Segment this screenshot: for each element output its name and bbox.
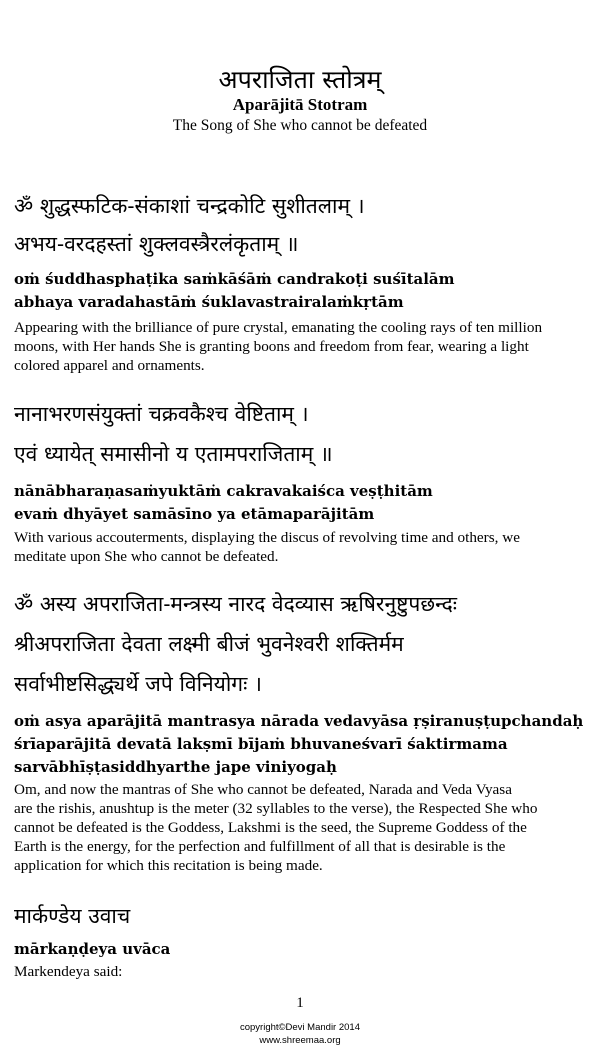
verse-3-translation-line-4: Earth is the energy, for the perfection and fulfillment of all that is desirable is the [14,838,506,855]
verse-3-devanagari-line-3: सर्वाभीष्टसिद्ध्यर्थे जपे विनियोगः । [14,672,263,696]
verse-1-translation-line-1: Appearing with the brilliance of pure crystal, emanating the cooling rays of ten million [14,319,543,336]
verse-4-transliteration-line-1: mārkaṇḍeya uvāca [14,940,171,958]
verse-1-transliteration-line-2: abhaya varadahastāṁ śuklavastrairalaṁkṛtām [14,293,404,311]
verse-3-translation-line-5: application for which this recitation is being made. [14,857,323,874]
verse-1-translation-line-3: colored apparel and ornaments. [14,357,205,374]
title-devanagari: अपराजिता स्तोत्रम् [218,65,382,94]
subtitle: The Song of She who cannot be defeated [172,117,428,134]
verse-2-translation-line-1: With various accouterments, displaying the discus of revolving time and others, we [14,529,520,546]
verse-3-transliteration-line-1: oṁ asya aparājitā mantrasya nārada vedavyāsa ṛṣiranuṣṭupchandaḥ [14,712,584,730]
verse-1-translation-line-2: moons, with Her hands She is granting boons and freedom from fear, wearing a light [14,338,529,355]
page-number: 1 [296,995,304,1011]
verse-3-transliteration-line-3: sarvābhīṣṭasiddhyarthe jape viniyogaḥ [14,758,337,776]
verse-4-devanagari-line-1: मार्कण्डेय उवाच [14,904,131,928]
verse-3-translation-line-2: are the rishis, anushtup is the meter (32 syllables to the verse), the Respected She who [14,800,538,817]
verse-3-translation-line-1: Om, and now the mantras of She who cannot be defeated, Narada and Veda Vyasa [14,781,512,798]
verse-3-translation-line-3: cannot be defeated is the Goddess, Lakshmi is the seed, the Supreme Goddess of the [14,819,527,836]
verse-1-devanagari-line-1: ॐ शुद्धस्फटिक-संकाशां चन्द्रकोटि सुशीतलाम् । [14,194,365,218]
verse-3-devanagari-line-2: श्रीअपराजिता देवता लक्ष्मी बीजं भुवनेश्वरी शक्तिर्मम [14,632,404,656]
verse-3-devanagari-line-1: ॐ अस्य अपराजिता-मन्त्रस्य नारद वेदव्यास ऋषिरनुष्टुपछन्दः [14,592,457,616]
copyright-text: copyright©Devi Mandir 2014 [239,1022,360,1033]
verse-2-devanagari-line-1: नानाभरणसंयुक्तां चक्रवकैश्च वेष्टिताम् । [14,402,309,426]
verse-2-transliteration-line-2: evaṁ dhyāyet samāsīno ya etāmaparājitām [14,505,375,523]
verse-2-translation-line-2: meditate upon She who cannot be defeated. [14,548,279,565]
verse-2-devanagari-line-2: एवं ध्यायेत् समासीनो य एतामपराजिताम् ॥ [14,442,333,466]
verse-4-translation-line-1: Markendeya said: [14,963,123,980]
website-url: www.shreemaa.org [259,1035,341,1046]
verse-3-transliteration-line-2: śrīaparājitā devatā lakṣmī bījaṁ bhuvaneśvarī śaktirmama [14,735,508,753]
verse-1-devanagari-line-2: अभय-वरदहस्तां शुक्लवस्त्रैरलंकृताम् ॥ [14,232,299,256]
title-latin: Aparājitā Stotram [232,95,368,114]
verse-1-transliteration-line-1: oṁ śuddhasphaṭika saṁkāśāṁ candrakoṭi suśītalām [14,270,455,288]
verse-2-transliteration-line-1: nānābharaṇasaṁyuktāṁ cakravakaiśca veṣṭhitām [14,482,433,500]
